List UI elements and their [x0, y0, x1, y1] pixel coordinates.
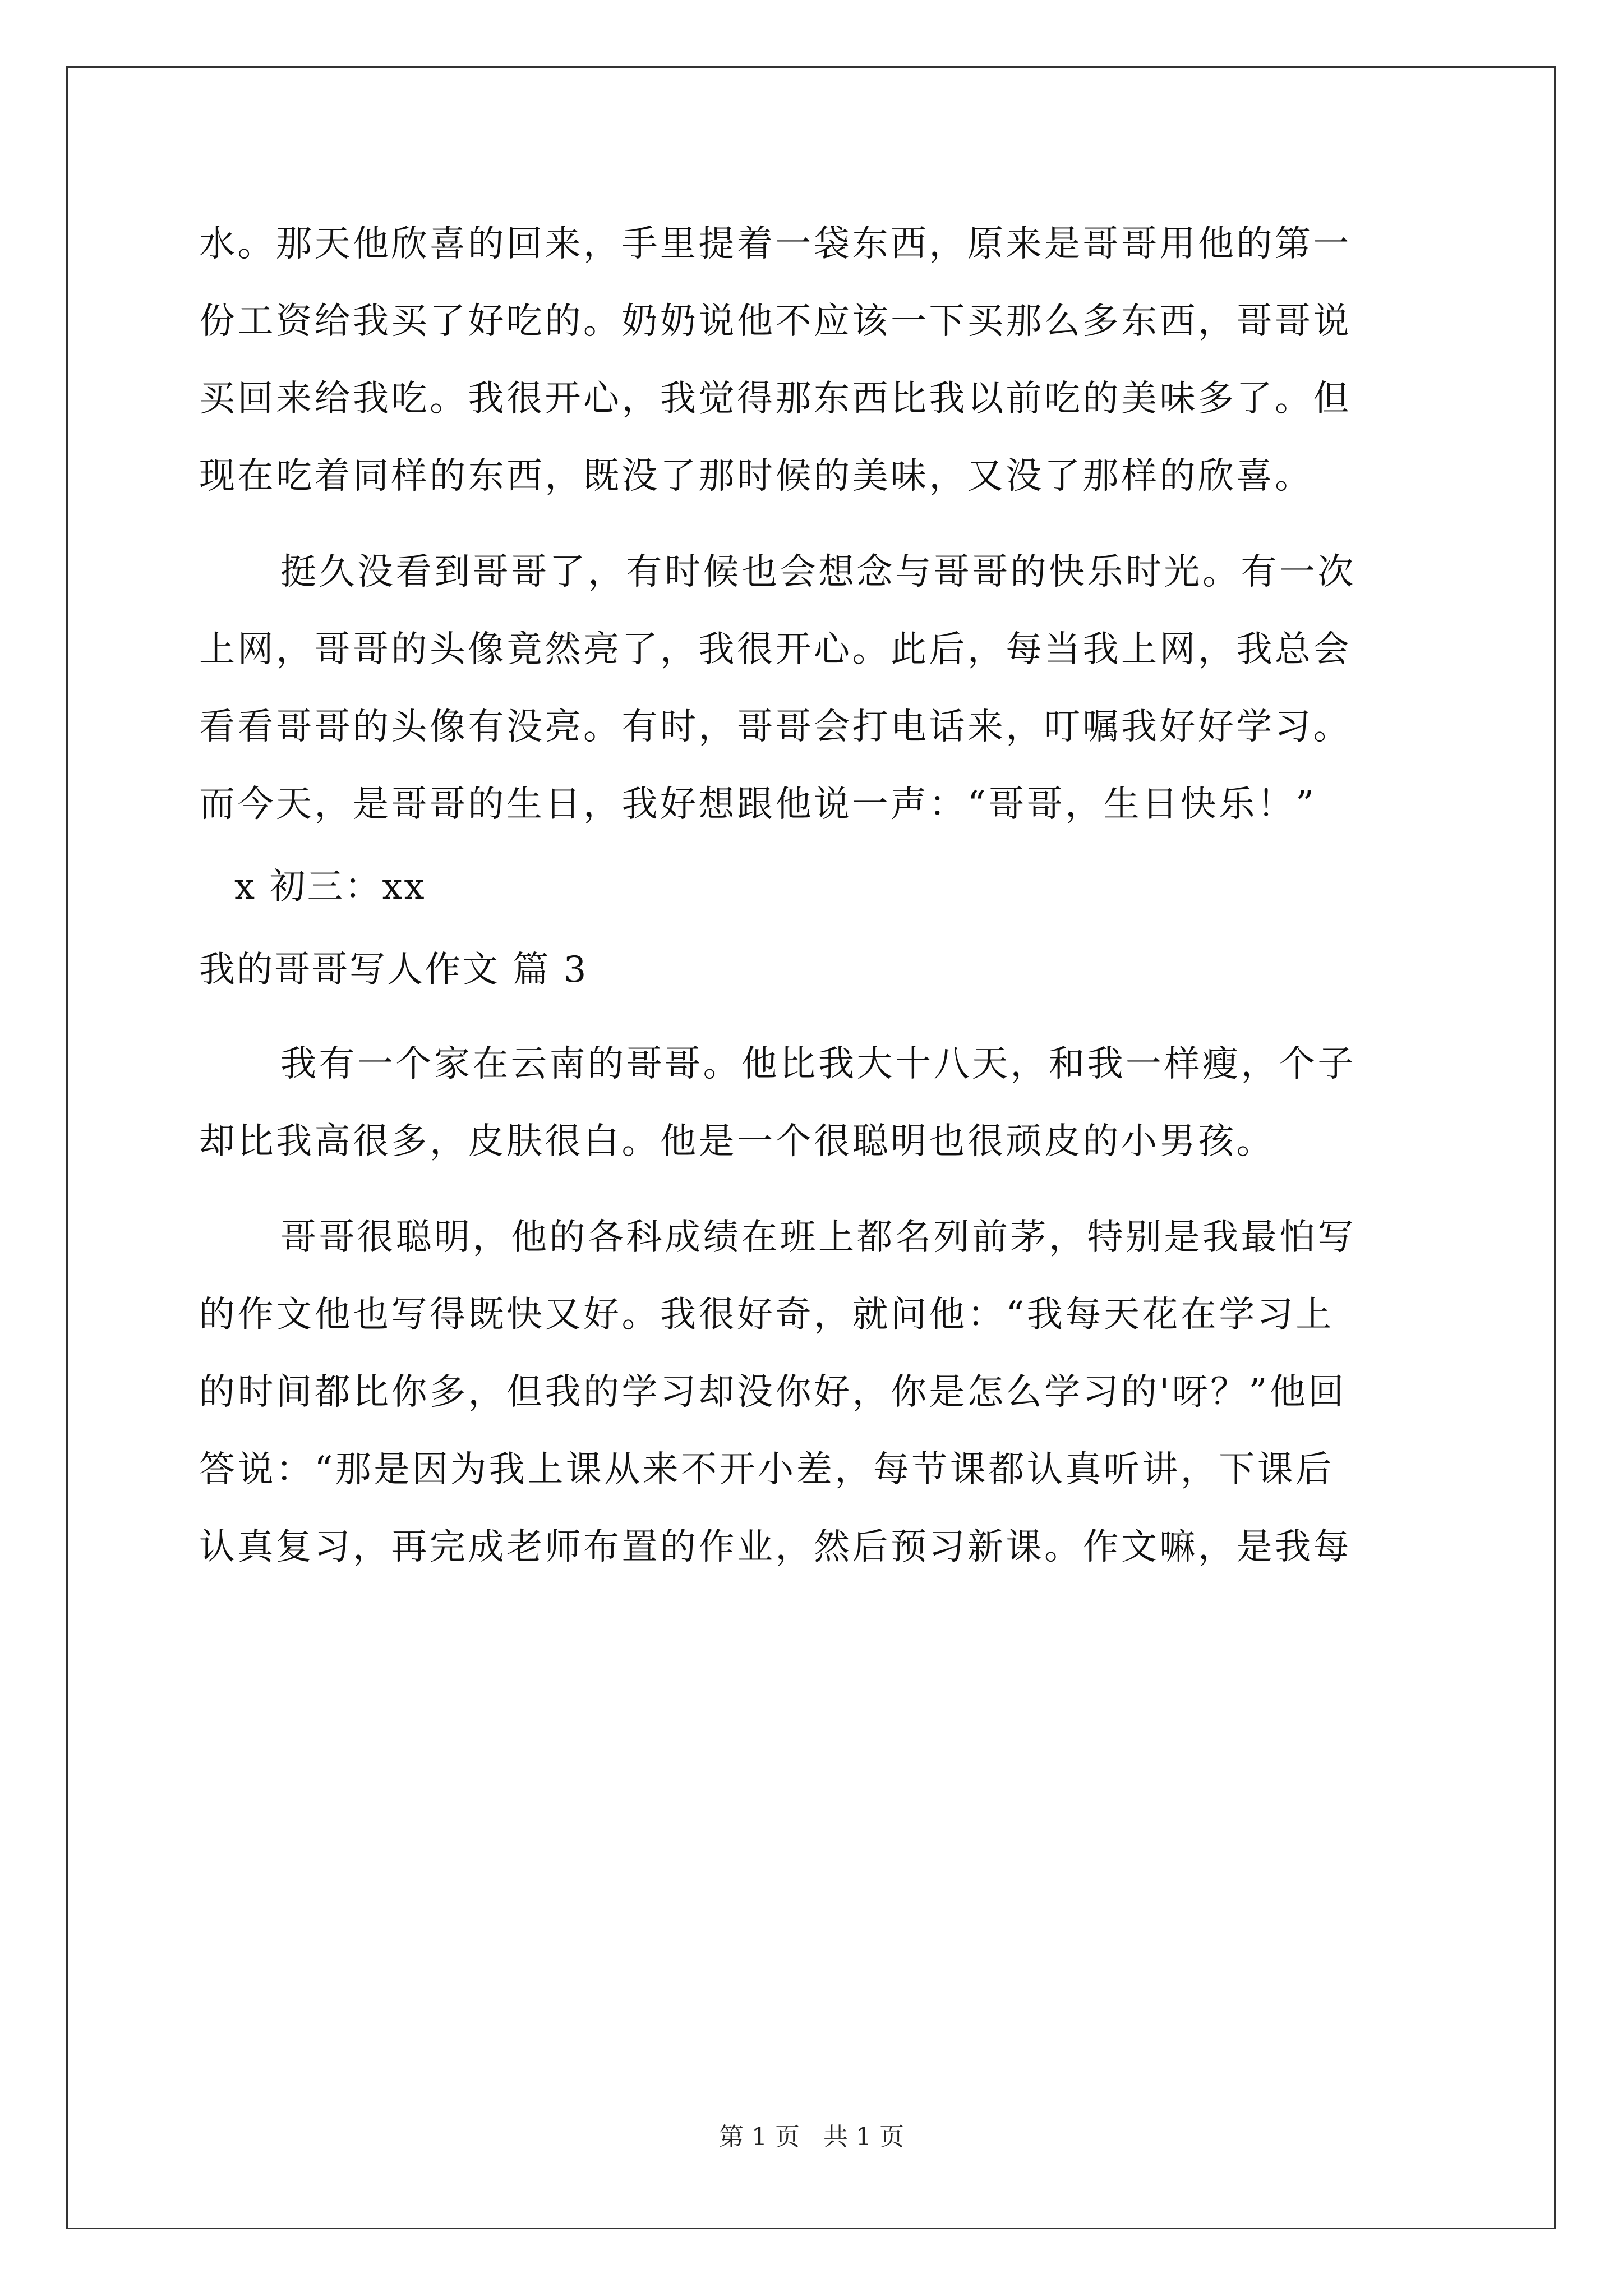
page-total: 共 1 页 [823, 2123, 904, 2151]
text-line: 而今天，是哥哥的生日，我好想跟他说一声：“哥哥，生日快乐！” [199, 784, 1317, 825]
text-line: 上网，哥哥的头像竟然亮了，我很开心。此后，每当我上网，我总会 [199, 629, 1352, 670]
section-heading: 我的哥哥写人作文 篇 3 [199, 949, 588, 991]
signature-line: x 初三：xx [234, 866, 426, 908]
text-line: 却比我高很多，皮肤很白。他是一个很聪明也很顽皮的小男孩。 [199, 1121, 1275, 1162]
paragraph-start-line: 我有一个家在云南的哥哥。他比我大十八天，和我一样瘦，个子 [280, 1043, 1356, 1085]
text-line: 份工资给我买了好吃的。奶奶说他不应该一下买那么多东西，哥哥说 [199, 301, 1352, 342]
page-number: 第 1 页 [719, 2123, 800, 2151]
text-line: 认真复习，再完成老师布置的作业，然后预习新课。作文嘛，是我每 [199, 1526, 1352, 1568]
text-line: 答说：“那是因为我上课从来不开小差，每节课都认真听讲，下课后 [199, 1449, 1334, 1490]
text-line: 看看哥哥的头像有没亮。有时，哥哥会打电话来，叮嘱我好好学习。 [199, 706, 1352, 748]
text-line: 的作文他也写得既快又好。我很好奇，就问他：“我每天花在学习上 [199, 1294, 1334, 1336]
paragraph-start-line: 哥哥很聪明，他的各科成绩在班上都名列前茅，特别是我最怕写 [280, 1217, 1356, 1258]
text-line: 的时间都比你多，但我的学习却没你好，你是怎么学习的'呀？”他回 [199, 1372, 1347, 1413]
paragraph-start-line: 挺久没看到哥哥了，有时候也会想念与哥哥的快乐时光。有一次 [280, 551, 1356, 593]
page-footer [0, 2120, 1623, 2154]
text-line: 买回来给我吃。我很开心，我觉得那东西比我以前吃的美味多了。但 [199, 378, 1352, 420]
text-line: 水。那天他欣喜的回来，手里提着一袋东西，原来是哥哥用他的第一 [199, 223, 1352, 265]
text-line: 现在吃着同样的东西，既没了那时候的美味，又没了那样的欣喜。 [199, 455, 1313, 497]
